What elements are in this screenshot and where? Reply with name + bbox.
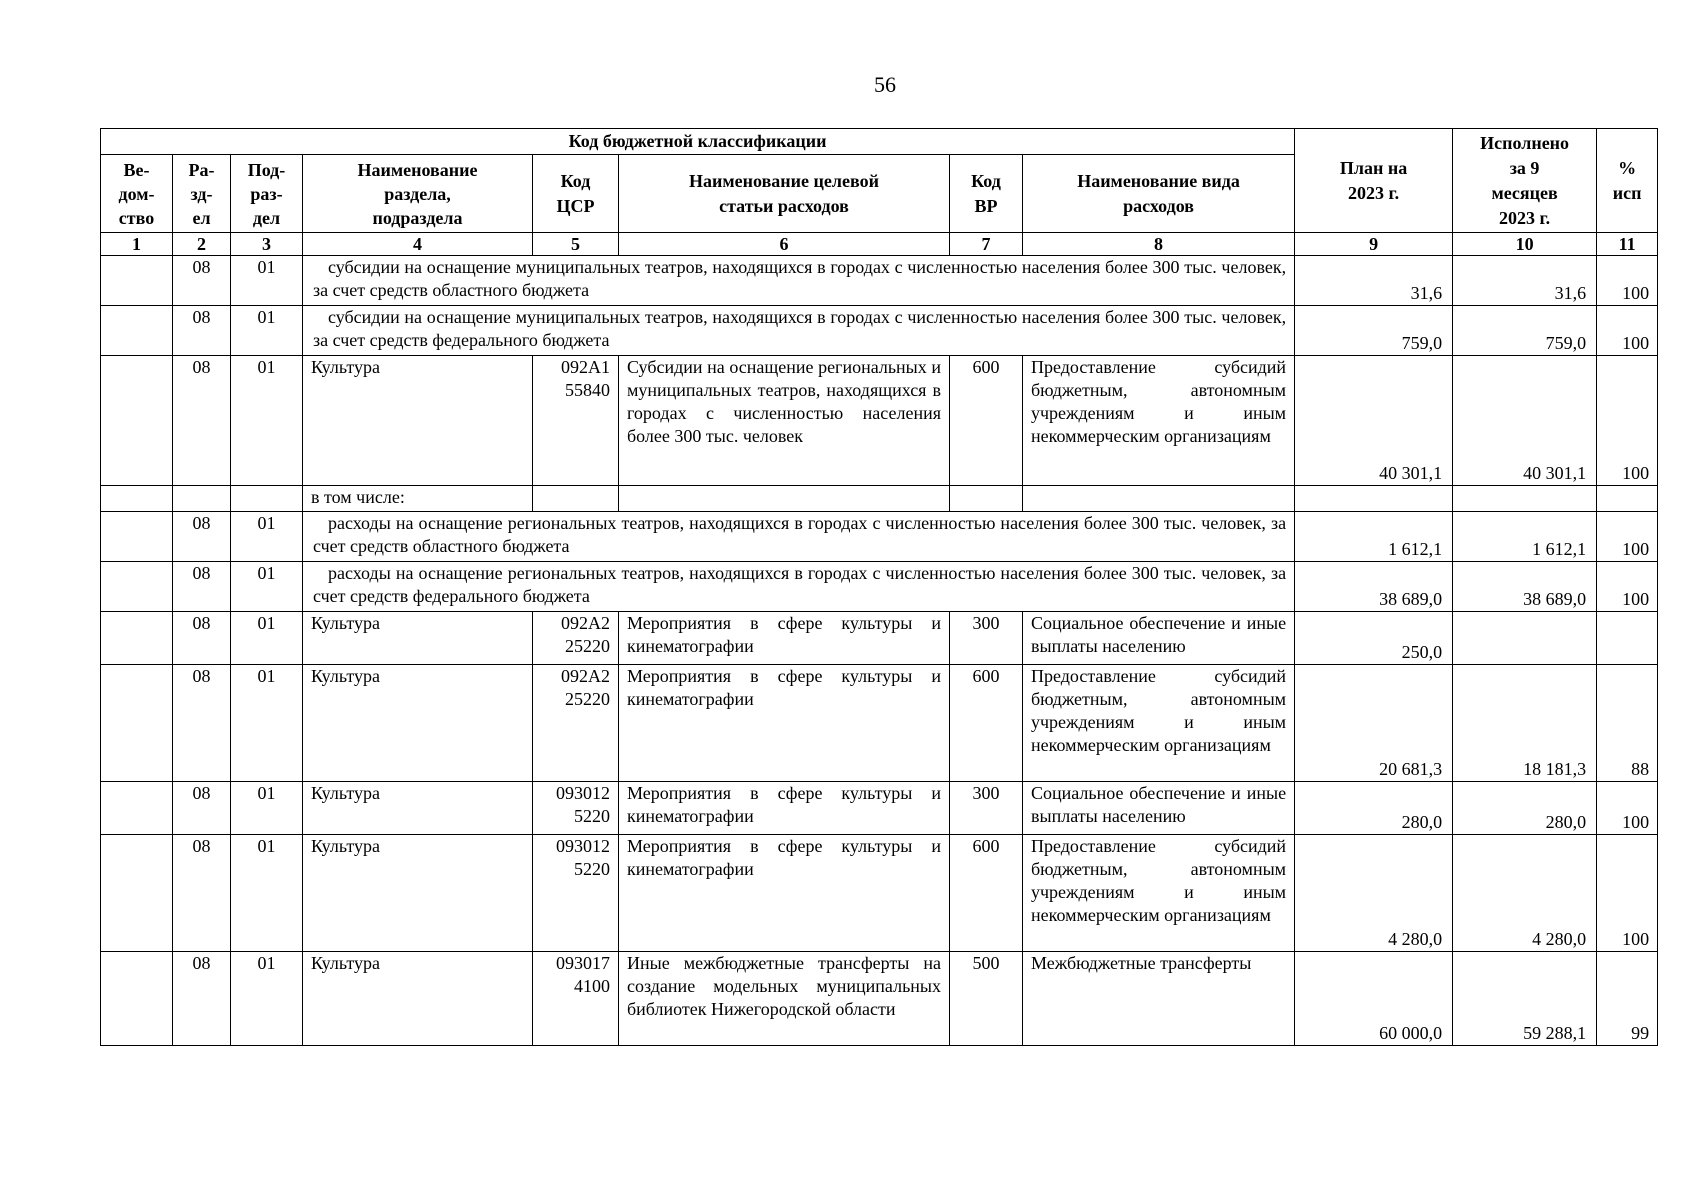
cell-section: Культура [303, 835, 533, 952]
cell-item: Мероприятия в сфере культуры и кинематографии [619, 612, 950, 665]
cell-razdel: 08 [173, 306, 231, 356]
header-col-3: Под- раз- дел [231, 155, 303, 233]
cell-podrazdel: 01 [231, 306, 303, 356]
cell-done [1453, 486, 1597, 512]
cell-plan [1295, 486, 1453, 512]
cell-csr [533, 486, 619, 512]
column-number: 9 [1295, 233, 1453, 256]
cell-done: 1 612,1 [1453, 512, 1597, 562]
cell-section: Культура [303, 356, 533, 486]
cell-csr: 093012 5220 [533, 782, 619, 835]
cell-done: 4 280,0 [1453, 835, 1597, 952]
cell-pct: 100 [1597, 512, 1658, 562]
cell-plan: 1 612,1 [1295, 512, 1453, 562]
cell-done: 759,0 [1453, 306, 1597, 356]
column-number: 4 [303, 233, 533, 256]
cell-pct: 100 [1597, 835, 1658, 952]
cell-description: субсидии на оснащение муниципальных театров, находящихся в городах с численностью населения более 300 тыс. человек, за счет средств федерального бюджета [303, 306, 1295, 356]
column-number: 5 [533, 233, 619, 256]
cell-vr: 600 [950, 665, 1023, 782]
cell-done: 38 689,0 [1453, 562, 1597, 612]
cell-vr-name: Межбюджетные трансферты [1023, 952, 1295, 1046]
cell-section: Культура [303, 952, 533, 1046]
cell-vr-name: Предоставление субсидий бюджетным, автономным учреждениям и иным некоммерческим организациям [1023, 835, 1295, 952]
cell-razdel: 08 [173, 952, 231, 1046]
cell-podrazdel: 01 [231, 665, 303, 782]
header-col-4: Наименование раздела, подраздела [303, 155, 533, 233]
column-number-row [101, 233, 1658, 256]
cell-pct: 99 [1597, 952, 1658, 1046]
table-row [101, 782, 1658, 835]
header-col-6: Наименование целевой статьи расходов [619, 155, 950, 233]
page-number: 56 [874, 72, 896, 97]
column-number: 8 [1023, 233, 1295, 256]
cell-section: Культура [303, 782, 533, 835]
cell-done: 18 181,3 [1453, 665, 1597, 782]
header-group-cell: Код бюджетной классификации [101, 129, 1295, 155]
cell-vedomstvo [101, 512, 173, 562]
cell-plan: 40 301,1 [1295, 356, 1453, 486]
cell-vr-name: Предоставление субсидий бюджетным, автономным учреждениям и иным некоммерческим организациям [1023, 665, 1295, 782]
header-col-7: Код ВР [950, 155, 1023, 233]
cell-pct: 100 [1597, 256, 1658, 306]
cell-razdel: 08 [173, 512, 231, 562]
cell-done: 280,0 [1453, 782, 1597, 835]
cell-description: расходы на оснащение региональных театров, находящихся в городах с численностью населения более 300 тыс. человек, за счет средств федерального бюджета [303, 562, 1295, 612]
cell-csr: 092А1 55840 [533, 356, 619, 486]
cell-plan: 20 681,3 [1295, 665, 1453, 782]
cell-razdel [173, 486, 231, 512]
header-col-9: План на 2023 г. [1295, 129, 1453, 233]
column-number: 2 [173, 233, 231, 256]
cell-vedomstvo [101, 486, 173, 512]
cell-description: расходы на оснащение региональных театров, находящихся в городах с численностью населения более 300 тыс. человек, за счет средств областного бюджета [303, 512, 1295, 562]
cell-csr: 093012 5220 [533, 835, 619, 952]
cell-section: Культура [303, 665, 533, 782]
table-row [101, 256, 1658, 306]
cell-pct: 100 [1597, 782, 1658, 835]
cell-csr: 092А2 25220 [533, 665, 619, 782]
cell-done: 59 288,1 [1453, 952, 1597, 1046]
cell-razdel: 08 [173, 356, 231, 486]
cell-section: Культура [303, 612, 533, 665]
cell-item: Мероприятия в сфере культуры и кинематографии [619, 665, 950, 782]
cell-razdel: 08 [173, 256, 231, 306]
cell-razdel: 08 [173, 835, 231, 952]
cell-plan: 759,0 [1295, 306, 1453, 356]
cell-item: Субсидии на оснащение региональных и муниципальных театров, находящихся в городах с численностью населения более 300 тыс. человек [619, 356, 950, 486]
cell-vr-name: Социальное обеспечение и иные выплаты населению [1023, 612, 1295, 665]
cell-podrazdel: 01 [231, 835, 303, 952]
table-row [101, 356, 1658, 486]
header-col-10: Исполнено за 9 месяцев 2023 г. [1453, 129, 1597, 233]
cell-vr-name: Предоставление субсидий бюджетным, автономным учреждениям и иным некоммерческим организациям [1023, 356, 1295, 486]
cell-plan: 60 000,0 [1295, 952, 1453, 1046]
cell-vedomstvo [101, 952, 173, 1046]
header-col-5: Код ЦСР [533, 155, 619, 233]
cell-razdel: 08 [173, 612, 231, 665]
cell-podrazdel [231, 486, 303, 512]
cell-vedomstvo [101, 256, 173, 306]
cell-pct: 100 [1597, 306, 1658, 356]
cell-vr: 300 [950, 612, 1023, 665]
table-row [101, 512, 1658, 562]
cell-pct [1597, 486, 1658, 512]
cell-pct: 88 [1597, 665, 1658, 782]
table-row [101, 562, 1658, 612]
cell-vedomstvo [101, 612, 173, 665]
cell-plan: 31,6 [1295, 256, 1453, 306]
cell-section: в том числе: [303, 486, 533, 512]
header-col-8: Наименование вида расходов [1023, 155, 1295, 233]
cell-razdel: 08 [173, 562, 231, 612]
table-row [101, 952, 1658, 1046]
header-group-row [101, 129, 1658, 155]
cell-vr: 300 [950, 782, 1023, 835]
cell-item: Мероприятия в сфере культуры и кинематографии [619, 782, 950, 835]
header-col-11: % исп [1597, 129, 1658, 233]
table-row [101, 306, 1658, 356]
table-row [101, 612, 1658, 665]
cell-podrazdel: 01 [231, 612, 303, 665]
cell-item: Мероприятия в сфере культуры и кинематографии [619, 835, 950, 952]
cell-vedomstvo [101, 562, 173, 612]
table-row [101, 835, 1658, 952]
column-number: 3 [231, 233, 303, 256]
cell-vedomstvo [101, 835, 173, 952]
budget-table [100, 128, 1658, 1046]
cell-csr: 093017 4100 [533, 952, 619, 1046]
cell-plan: 280,0 [1295, 782, 1453, 835]
cell-podrazdel: 01 [231, 782, 303, 835]
cell-razdel: 08 [173, 782, 231, 835]
column-number: 6 [619, 233, 950, 256]
cell-csr: 092А2 25220 [533, 612, 619, 665]
cell-plan: 4 280,0 [1295, 835, 1453, 952]
cell-vr [950, 486, 1023, 512]
cell-vedomstvo [101, 665, 173, 782]
cell-vr: 600 [950, 835, 1023, 952]
cell-podrazdel: 01 [231, 512, 303, 562]
cell-razdel: 08 [173, 665, 231, 782]
cell-done: 40 301,1 [1453, 356, 1597, 486]
cell-item: Иные межбюджетные трансферты на создание модельных муниципальных библиотек Нижегородской области [619, 952, 950, 1046]
header-col-2: Ра- зд- ел [173, 155, 231, 233]
table-row [101, 665, 1658, 782]
cell-pct [1597, 612, 1658, 665]
cell-done [1453, 612, 1597, 665]
table-row [101, 486, 1658, 512]
column-number: 11 [1597, 233, 1658, 256]
cell-done: 31,6 [1453, 256, 1597, 306]
cell-podrazdel: 01 [231, 562, 303, 612]
cell-podrazdel: 01 [231, 256, 303, 306]
cell-pct: 100 [1597, 562, 1658, 612]
cell-plan: 38 689,0 [1295, 562, 1453, 612]
cell-pct: 100 [1597, 356, 1658, 486]
cell-plan: 250,0 [1295, 612, 1453, 665]
cell-item [619, 486, 950, 512]
column-number: 7 [950, 233, 1023, 256]
cell-vr-name: Социальное обеспечение и иные выплаты населению [1023, 782, 1295, 835]
cell-description: субсидии на оснащение муниципальных театров, находящихся в городах с численностью населения более 300 тыс. человек, за счет средств областного бюджета [303, 256, 1295, 306]
header-col-1: Ве- дом- ство [101, 155, 173, 233]
cell-vr-name [1023, 486, 1295, 512]
cell-podrazdel: 01 [231, 356, 303, 486]
cell-vedomstvo [101, 306, 173, 356]
cell-vedomstvo [101, 356, 173, 486]
cell-vedomstvo [101, 782, 173, 835]
cell-podrazdel: 01 [231, 952, 303, 1046]
column-number: 10 [1453, 233, 1597, 256]
cell-vr: 500 [950, 952, 1023, 1046]
cell-vr: 600 [950, 356, 1023, 486]
column-number: 1 [101, 233, 173, 256]
